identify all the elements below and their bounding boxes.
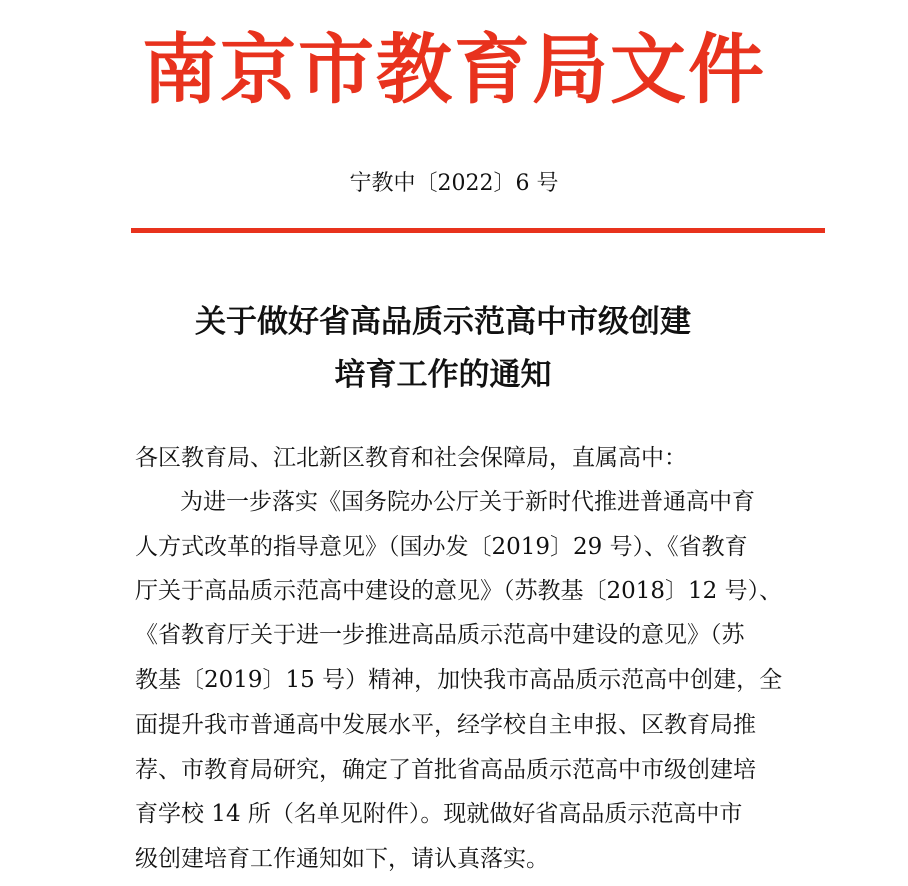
red-divider: [131, 228, 825, 233]
body-line: 面提升我市普通高中发展水平，经学校自主申报、区教育局推: [135, 712, 756, 738]
issuer-title: 南京市教育局文件: [142, 25, 766, 114]
body-line: 教基〔2019〕15 号）精神，加快我市高品质示范高中创建，全: [135, 667, 783, 693]
document-number: 宁教中〔2022〕6 号: [349, 171, 559, 196]
document-title-line-1: 关于做好省高品质示范高中市级创建: [195, 304, 691, 340]
body-line: 人方式改革的指导意见》（国办发〔2019〕29 号）、《省教育: [135, 534, 748, 560]
salutation: 各区教育局、江北新区教育和社会保障局，直属高中：: [135, 445, 687, 471]
body-line: 级创建培育工作通知如下，请认真落实。: [135, 846, 549, 872]
body-line: 厅关于高品质示范高中建设的意见》（苏教基〔2018〕12 号）、: [135, 578, 783, 604]
body-line: 育学校 14 所（名单见附件）。现就做好省高品质示范高中市: [135, 801, 743, 827]
body-line: 荐、市教育局研究，确定了首批省高品质示范高中市级创建培: [135, 757, 756, 783]
document-title-line-2: 培育工作的通知: [334, 357, 552, 393]
body-line: 《省教育厅关于进一步推进高品质示范高中建设的意见》（苏: [135, 622, 745, 648]
body-line: 为进一步落实《国务院办公厅关于新时代推进普通高中育: [180, 489, 755, 515]
